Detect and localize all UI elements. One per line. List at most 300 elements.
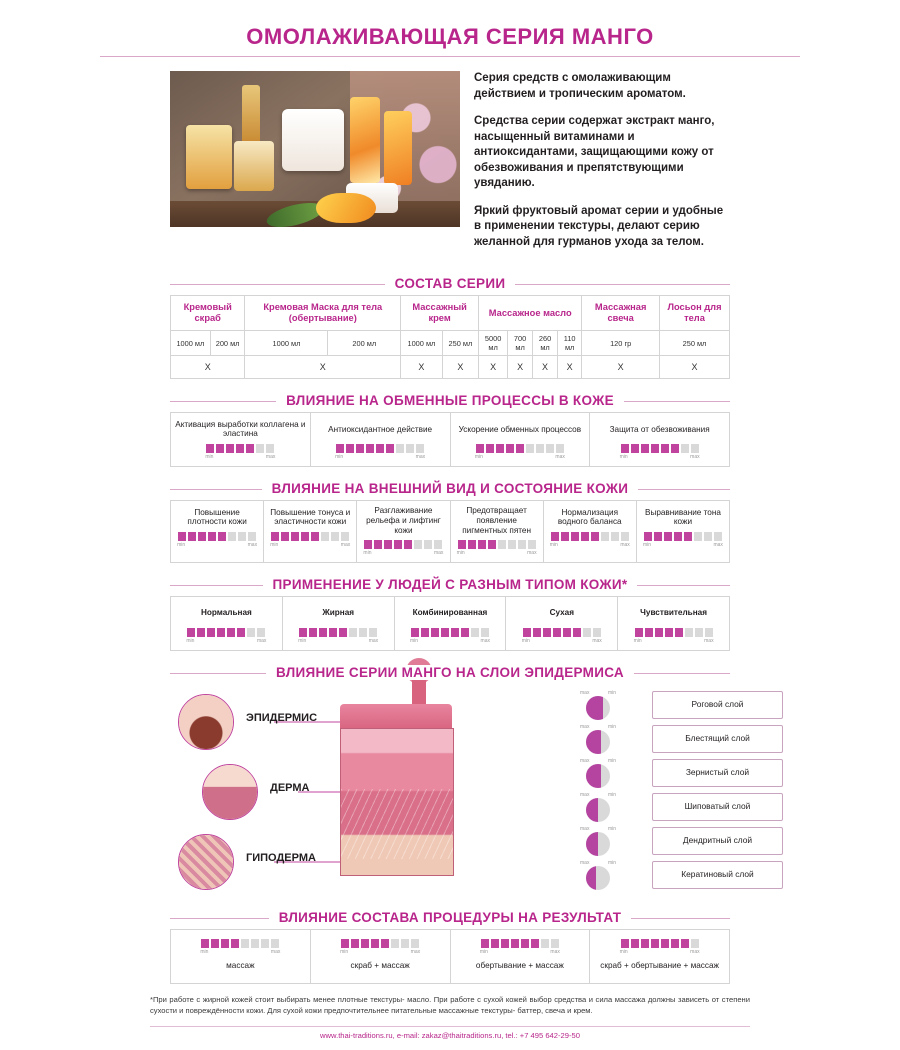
scale-min: min (607, 826, 616, 832)
metric-bar-segment (366, 444, 374, 453)
layer-name: Блестящий слой (652, 725, 783, 753)
metric-label: Предотвращает появление пигментных пятен (462, 506, 532, 536)
metric-bar-segment (581, 532, 589, 541)
callout-label-derma: ДЕРМА (270, 782, 310, 794)
scale-max: max (555, 454, 565, 461)
scale-max: max (580, 724, 590, 730)
scale-min: min (363, 550, 372, 556)
scale-max: max (415, 454, 426, 461)
metric-bar-segment (236, 444, 244, 453)
skin-cross-section (340, 704, 452, 874)
scale-min: min (633, 638, 642, 644)
metric-label: Жирная (322, 608, 355, 618)
metric-bar-segment (674, 532, 682, 541)
metric-scale (335, 454, 425, 460)
metric-bar-segment (476, 444, 484, 453)
metric-bar-segment (694, 532, 702, 541)
composition-product: Массажная свеча (582, 296, 660, 331)
metric-bar-segment (369, 628, 377, 637)
metric-scale (205, 454, 275, 460)
metric-bar-segment (508, 540, 516, 549)
metric-label: Антиоксидантное действие (328, 424, 433, 434)
composition-volume: 250 мл (659, 331, 729, 356)
composition-mark: X (442, 356, 478, 379)
metric-bar (399, 628, 502, 637)
metric-bar-segment (671, 444, 679, 453)
intro-text (474, 71, 724, 262)
metric-bar-segment (685, 628, 693, 637)
metric-bar (622, 628, 725, 637)
scale-max: max (580, 690, 590, 696)
metric-cell (590, 413, 729, 466)
metric-bar-segment (394, 540, 402, 549)
metric-label: Сухая (549, 608, 575, 618)
photo-tube-1 (350, 97, 380, 183)
metric-bar-segment (441, 628, 449, 637)
metric-scale (457, 550, 537, 556)
metric-bar (175, 444, 306, 453)
section-title-procedure: ВЛИЯНИЕ СОСТАВА ПРОЦЕДУРЫ НА РЕЗУЛЬТАТ (0, 910, 900, 925)
metric-bar-segment (406, 444, 414, 453)
photo-jar-a (186, 125, 232, 189)
metric-bar-segment (349, 628, 357, 637)
scale-max: max (580, 792, 590, 798)
metric-bar-segment (518, 540, 526, 549)
metric-bar-segment (247, 628, 255, 637)
metric-bar-segment (631, 444, 639, 453)
scale-min: min (474, 454, 483, 461)
scale-min: min (456, 550, 465, 556)
composition-mark: X (557, 356, 581, 379)
metric-bar-segment (311, 532, 319, 541)
metric-scale (177, 542, 257, 548)
metric-bar-segment (374, 540, 382, 549)
metric-bar-segment (228, 532, 236, 541)
metric-bar-segment (511, 939, 519, 948)
metric-scale (620, 454, 700, 460)
section-title-skintypes: ПРИМЕНЕНИЕ У ЛЮДЕЙ С РАЗНЫМ ТИПОМ КОЖИ* (0, 577, 900, 592)
metric-scale (298, 638, 378, 644)
metric-label: Разглаживание рельефа и лифтинг кожи (366, 506, 441, 536)
metric-bar-segment (655, 628, 663, 637)
metric-bar-segment (573, 628, 581, 637)
footer-contacts[interactable]: www.thai-traditions.ru, e-mail: zakaz@thaitraditions.ru, tel.: +7 495 642-29-50 (320, 1031, 580, 1040)
callout-label-hypoderma: ГИПОДЕРМА (246, 852, 316, 864)
scale-min: min (619, 454, 628, 461)
metric-bar-segment (376, 444, 384, 453)
scale-min: min (270, 542, 279, 549)
metric-cell (451, 930, 591, 983)
metric-bar-segment (346, 444, 354, 453)
scale-max: max (580, 758, 590, 764)
metric-bar-segment (496, 444, 504, 453)
metric-bar-segment (197, 628, 205, 637)
metric-bar-segment (461, 628, 469, 637)
metric-bar-segment (206, 444, 214, 453)
metric-bar-segment (231, 939, 239, 948)
metric-bar-segment (221, 939, 229, 948)
metric-bar-segment (528, 540, 536, 549)
composition-volume: 260 мл (533, 331, 558, 356)
metric-bar-segment (384, 540, 392, 549)
scale-max: max (433, 550, 444, 556)
metric-bar (315, 939, 446, 948)
metric-bar-segment (351, 939, 359, 948)
callout-circle-hypoderma (178, 834, 234, 890)
metric-bar (455, 540, 539, 549)
layer-gauge (568, 860, 628, 890)
metric-bar-segment (486, 444, 494, 453)
metric-bar-segment (556, 444, 564, 453)
metric-bar (510, 628, 613, 637)
metric-label: обертывание + массаж (475, 961, 564, 971)
scale-min: min (409, 638, 419, 644)
scale-min: min (340, 949, 349, 955)
footer-divider (150, 1026, 750, 1027)
metric-bar-segment (178, 532, 186, 541)
metric-bar-segment (371, 939, 379, 948)
metric-bar-segment (207, 628, 215, 637)
metric-bar-segment (561, 532, 569, 541)
metric-bar-segment (491, 939, 499, 948)
metric-bar-segment (391, 939, 399, 948)
metric-bar-segment (621, 939, 629, 948)
metric-bar-segment (644, 532, 652, 541)
metric-bar (175, 532, 259, 541)
intro-paragraph-2: Средства серии содержат экстракт манго, насыщенный витаминами и антиоксидантами, защищающими кожу от обезвоживания и препятствующими увяданию. (474, 115, 715, 190)
metric-bar-segment (237, 628, 245, 637)
metric-bar-segment (704, 532, 712, 541)
layer-gauge-pie (586, 866, 610, 890)
metric-bar (455, 444, 586, 453)
metric-bar-segment (563, 628, 571, 637)
metric-cell (590, 930, 729, 983)
title-divider (100, 56, 800, 57)
metric-cell (357, 501, 450, 562)
composition-table (170, 295, 730, 379)
composition-volume: 700 мл (508, 331, 533, 356)
metric-label: Чувствительная (640, 608, 707, 618)
metric-cell (395, 597, 507, 650)
metric-bar-segment (571, 532, 579, 541)
metric-bar-segment (671, 939, 679, 948)
composition-volume: 120 гр (582, 331, 660, 356)
metric-bar-segment (583, 628, 591, 637)
metric-bar-segment (301, 532, 309, 541)
composition-product: Лосьон для тела (659, 296, 729, 331)
metric-bar (287, 628, 390, 637)
metric-bar-segment (386, 444, 394, 453)
scale-min: min (479, 949, 488, 955)
metric-bar-segment (238, 532, 246, 541)
metric-bar-segment (521, 939, 529, 948)
metric-bar (315, 444, 446, 453)
metric-bar-segment (498, 540, 506, 549)
metric-bar-segment (281, 532, 289, 541)
scale-min: min (177, 542, 186, 549)
section-title-epidermis: ВЛИЯНИЕ СЕРИИ МАНГО НА СЛОИ ЭПИДЕРМИСА (0, 665, 900, 680)
metric-cell (544, 501, 637, 562)
metric-bar-segment (208, 532, 216, 541)
metric-bar-segment (404, 540, 412, 549)
metric-label: Выравнивание тона кожи (644, 507, 721, 527)
metric-scale (522, 638, 602, 644)
epidermis-layer-row (568, 690, 783, 720)
composition-marks-row (171, 356, 730, 379)
metric-cell (264, 501, 357, 562)
metric-bar-segment (533, 628, 541, 637)
epidermis-diagram (150, 686, 780, 896)
metric-bar-segment (621, 444, 629, 453)
metric-bar-segment (424, 540, 432, 549)
epidermis-layer-row (568, 826, 783, 856)
metric-scale (410, 638, 490, 644)
metric-cell (637, 501, 729, 562)
metric-bar-segment (356, 444, 364, 453)
scale-min: min (521, 638, 530, 644)
layer-name: Зернистый слой (652, 759, 783, 787)
metric-bar-segment (226, 444, 234, 453)
skin-layers (340, 728, 454, 876)
scale-max: max (690, 949, 700, 955)
scale-max: max (713, 542, 723, 549)
metric-bar (175, 939, 306, 948)
scale-min: min (298, 638, 307, 644)
section-title-metabolism: ВЛИЯНИЕ НА ОБМЕННЫЕ ПРОЦЕССЫ В КОЖЕ (0, 393, 900, 408)
scale-max: max (270, 949, 281, 955)
epidermis-layer-row (568, 758, 783, 788)
scale-max: max (340, 542, 351, 549)
composition-mark: X (659, 356, 729, 379)
metric-bar-segment (546, 444, 554, 453)
composition-mark: X (533, 356, 558, 379)
composition-mark: X (479, 356, 508, 379)
layer-gauge (568, 826, 628, 856)
metric-bar (548, 532, 632, 541)
metric-bar-segment (341, 532, 349, 541)
scale-max: max (580, 826, 590, 832)
composition-volume: 200 мл (328, 331, 401, 356)
metric-bar-segment (211, 939, 219, 948)
metric-bar-segment (661, 444, 669, 453)
procedure-grid (170, 929, 730, 984)
metric-cell (311, 930, 451, 983)
scale-max: max (247, 542, 258, 549)
metric-bar-segment (681, 939, 689, 948)
metric-bar-segment (321, 532, 329, 541)
metric-bar-segment (593, 628, 601, 637)
metric-bar-segment (458, 540, 466, 549)
metric-bar-segment (291, 532, 299, 541)
metric-label: Нормализация водного баланса (557, 507, 622, 527)
metric-scale (270, 542, 350, 548)
metric-bar-segment (635, 628, 643, 637)
metric-bar-segment (553, 628, 561, 637)
layer-gauge-pie (586, 832, 610, 856)
layer-gauge (568, 724, 628, 754)
scale-min: min (619, 949, 628, 955)
metric-scale (475, 454, 565, 460)
metric-bar-segment (341, 939, 349, 948)
metric-bar-segment (299, 628, 307, 637)
scale-max: max (256, 638, 267, 644)
scale-min: min (607, 860, 616, 866)
layer-gauge (568, 758, 628, 788)
section-title-appearance: ВЛИЯНИЕ НА ВНЕШНИЙ ВИД И СОСТОЯНИЕ КОЖИ (0, 481, 900, 496)
metric-bar-segment (411, 939, 419, 948)
metric-cell (311, 413, 451, 466)
metric-bar-segment (188, 532, 196, 541)
metric-bar-segment (506, 444, 514, 453)
metric-bar-segment (543, 628, 551, 637)
metric-bar-segment (411, 628, 419, 637)
page-header (0, 0, 900, 57)
metric-bar-segment (536, 444, 544, 453)
metric-bar (594, 444, 725, 453)
callout-label-epidermis: ЭПИДЕРМИС (246, 712, 318, 724)
photo-mango (316, 193, 376, 223)
metric-bar-segment (266, 444, 274, 453)
metric-bar-segment (661, 939, 669, 948)
metric-bar-segment (654, 532, 662, 541)
callout-circle-derma (202, 764, 258, 820)
metric-bar-segment (187, 628, 195, 637)
layer-name: Кератиновый слой (652, 861, 783, 889)
metric-bar-segment (414, 540, 422, 549)
intro-paragraph-1: Серия средств с омолаживающим действием и тропическим ароматом. (474, 72, 686, 100)
scale-min: min (205, 454, 214, 461)
scale-min: min (607, 690, 616, 696)
metric-cell (506, 597, 618, 650)
metric-bar-segment (481, 628, 489, 637)
metric-scale (186, 638, 266, 644)
composition-volume: 1000 мл (245, 331, 328, 356)
composition-mark: X (171, 356, 245, 379)
section-title-composition: СОСТАВ СЕРИИ (0, 276, 900, 291)
metric-bar-segment (434, 540, 442, 549)
metric-bar-segment (516, 444, 524, 453)
composition-volume: 200 мл (210, 331, 245, 356)
intro-block (170, 71, 800, 262)
scale-min: min (607, 758, 616, 764)
metric-bar-segment (501, 939, 509, 948)
scale-min: min (607, 724, 616, 730)
scale-max: max (480, 638, 490, 644)
photo-bottle (242, 85, 260, 143)
metric-bar-segment (309, 628, 317, 637)
composition-volume: 250 мл (442, 331, 478, 356)
metric-bar-segment (468, 540, 476, 549)
epidermis-layer-row (568, 792, 783, 822)
metric-label: скраб + обертывание + массаж (600, 961, 719, 971)
intro-paragraph-3: Яркий фруктовый аромат серии и удобные в применении текстуры, делают серию желанной для гурманов ухода за телом. (474, 204, 724, 248)
metric-bar-segment (541, 939, 549, 948)
metric-bar-segment (217, 628, 225, 637)
metric-bar (641, 532, 725, 541)
metric-bar-segment (336, 444, 344, 453)
metric-bar-segment (531, 939, 539, 948)
metric-bar-segment (246, 444, 254, 453)
metric-cell (171, 413, 311, 466)
scale-min: min (186, 638, 195, 644)
metric-bar-segment (331, 532, 339, 541)
composition-mark: X (401, 356, 443, 379)
metric-bar-segment (695, 628, 703, 637)
metric-bar-segment (551, 939, 559, 948)
scale-min: min (549, 542, 558, 549)
metric-bar-segment (319, 628, 327, 637)
metric-bar-segment (227, 628, 235, 637)
metric-bar-segment (364, 540, 372, 549)
metric-cell (171, 501, 264, 562)
epidermis-layer-row (568, 860, 783, 890)
metric-bar-segment (478, 540, 486, 549)
metric-label: Нормальная (200, 608, 252, 618)
epidermis-layer-list (568, 690, 783, 894)
metric-bar-segment (396, 444, 404, 453)
metric-bar-segment (691, 444, 699, 453)
scale-max: max (704, 638, 714, 644)
layer-gauge (568, 792, 628, 822)
metric-bar-segment (248, 532, 256, 541)
metric-bar-segment (551, 532, 559, 541)
metric-bar-segment (601, 532, 609, 541)
scale-max: max (550, 949, 560, 955)
photo-tub (282, 109, 344, 171)
photo-jar-b (234, 141, 274, 191)
epidermis-layer-row (568, 724, 783, 754)
composition-product: Кремовая Маска для тела (обертывание) (245, 296, 401, 331)
metric-bar-segment (401, 939, 409, 948)
composition-product: Массажный крем (401, 296, 479, 331)
layer-gauge-pie (586, 696, 610, 720)
metric-bar (594, 939, 725, 948)
composition-volume: 5000 мл (479, 331, 508, 356)
scale-max: max (592, 638, 602, 644)
metric-label: Ускорение обменных процессов (458, 424, 582, 434)
scale-max: max (690, 454, 700, 461)
scale-max: max (580, 860, 590, 866)
metric-bar-segment (339, 628, 347, 637)
metric-scale (550, 542, 630, 548)
metric-bar-segment (271, 939, 279, 948)
metric-bar (268, 532, 352, 541)
layer-gauge-pie (586, 730, 610, 754)
scale-max: max (620, 542, 630, 549)
metric-bar-segment (201, 939, 209, 948)
metric-bar (361, 540, 445, 549)
metric-cell (283, 597, 395, 650)
metric-bar-segment (216, 444, 224, 453)
metric-bar-segment (705, 628, 713, 637)
metric-label: Защита от обезвоживания (609, 424, 710, 434)
metric-label: Повышение тонуса и эластичности кожи (270, 507, 351, 527)
metric-scale (634, 638, 714, 644)
composition-mark: X (508, 356, 533, 379)
metric-label: Комбинированная (412, 608, 488, 618)
metric-cell (451, 501, 544, 562)
metric-bar-segment (675, 628, 683, 637)
metric-cell (171, 930, 311, 983)
metric-cell (171, 597, 283, 650)
appearance-grid (170, 500, 730, 563)
metric-bar-segment (526, 444, 534, 453)
metric-bar-segment (641, 939, 649, 948)
scale-max: max (527, 550, 537, 556)
callout-circle-epidermis (178, 694, 234, 750)
metric-bar-segment (416, 444, 424, 453)
metric-bar-segment (431, 628, 439, 637)
